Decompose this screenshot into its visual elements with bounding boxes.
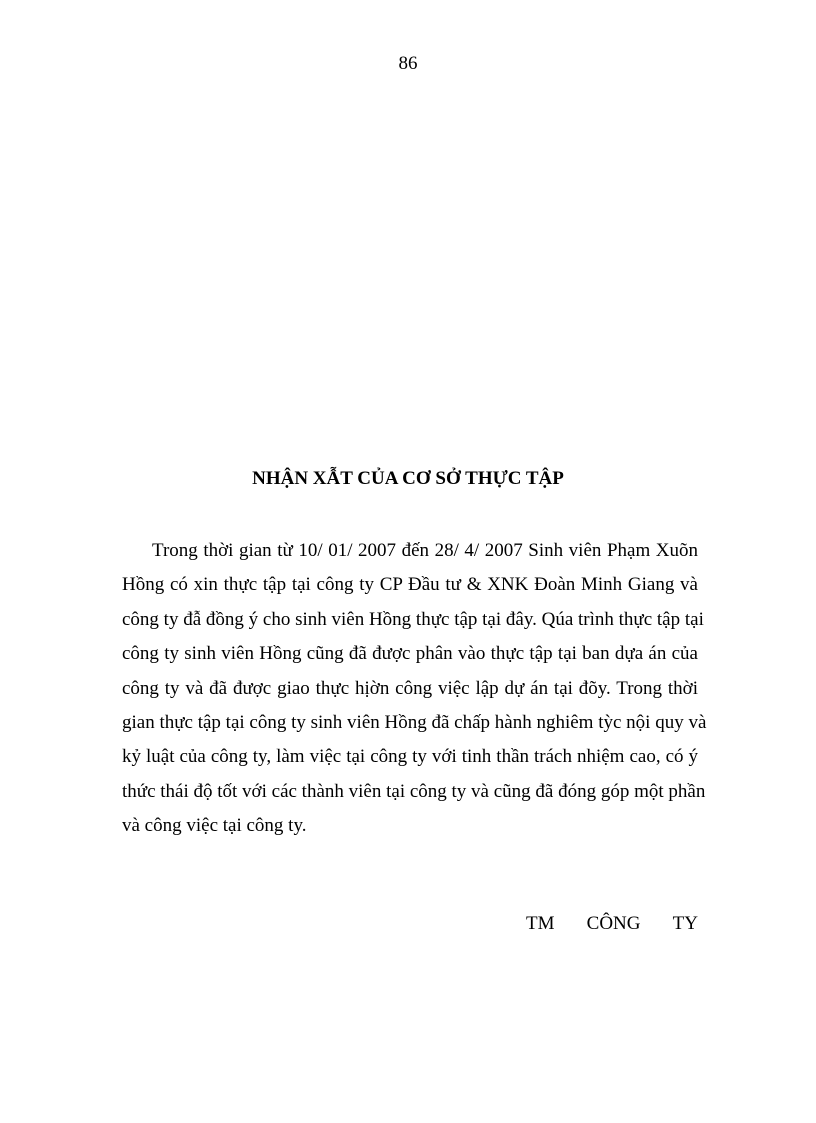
body-line: công ty và đã được giao thực hịờn công việc lập dự án tại đõy. Trong thời bbox=[122, 677, 698, 699]
body-line: Hồng có xin thực tập tại công ty CP Đầu tư & XNK Đoàn Minh Giang và bbox=[122, 574, 698, 596]
signature-word: TY bbox=[672, 913, 698, 934]
signature-word: TM bbox=[526, 913, 555, 934]
page-number: 86 bbox=[398, 53, 418, 74]
body-line: công ty đẫ đồng ý cho sinh viên Hồng thực tập tại đây. Qúa trình thực tập tại bbox=[122, 608, 704, 630]
body-line: thức thái độ tốt với các thành viên tại công ty và cũng đã đóng góp một phần bbox=[122, 780, 706, 802]
body-line: Trong thời gian từ 10/ 01/ 2007 đến 28/ 4/ 2007 Sinh viên Phạm Xuõn bbox=[152, 540, 698, 561]
body-paragraph bbox=[122, 534, 707, 844]
body-line: công ty sinh viên Hồng cũng đã được phân vào thực tập tại ban dựa án của bbox=[122, 643, 698, 665]
document-title: NHẬN XẪT CỦA CƠ SỞ THỰC TẬP bbox=[252, 468, 564, 489]
body-line: kỷ luật của công ty, làm việc tại công ty với tinh thần trách nhiệm cao, có ý bbox=[122, 746, 698, 768]
signature-word: CÔNG bbox=[586, 913, 641, 934]
body-line: và công việc tại công ty. bbox=[122, 815, 307, 837]
body-line: gian thực tập tại công ty sinh viên Hồng đã chấp hành nghiêm tỳc nội quy và bbox=[122, 711, 707, 733]
signature-block bbox=[526, 913, 698, 935]
